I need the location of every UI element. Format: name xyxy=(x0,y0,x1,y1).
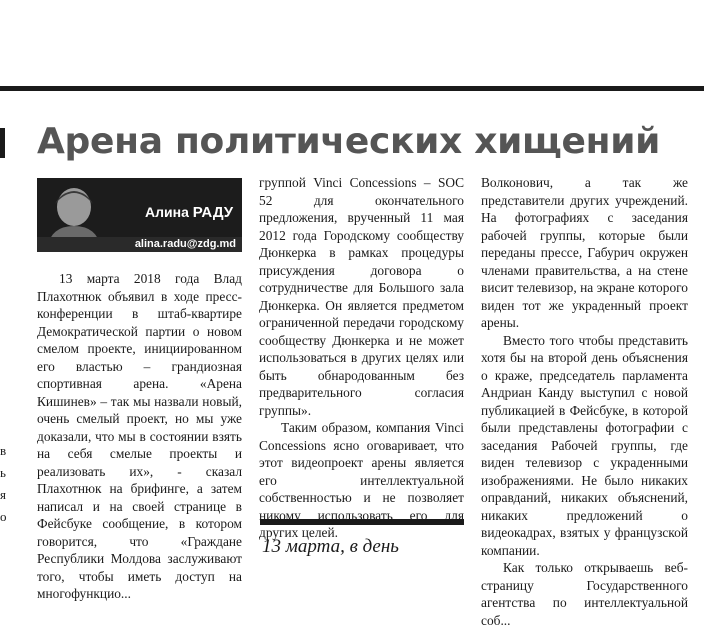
author-email-bar xyxy=(37,237,242,252)
pull-quote: 13 марта, в день xyxy=(262,536,399,557)
paragraph: Как только открываешь веб-страницу Государственного агентства по интеллектуальной соб... xyxy=(481,560,688,628)
paragraph: Вместо того чтобы представить хотя бы на второй день объяснения о краже, председатель парламента Андриан Канду выступил с новой публикацией в Фейсбуке, в которой были представлены фотографии с заседания Рабочей группы, где виден телевизор с украденными изображениями. Не было никаких оправданий, никаких объяснений, никаких предложений о видеокадрах, взятых у французской компании. xyxy=(481,332,688,558)
author-first-name: Алина xyxy=(145,204,189,220)
author-last-name: РАДУ xyxy=(192,204,234,221)
paragraph: группой Vinci Concessions – SOC 52 для окончательного предложения, врученный 11 мая 2012 года Городскому сообществу Дюнкерка в рамках процедуры присуждения договора о сотрудничестве для Большого зала Дюнкерка. Он является предметом ограниченной передачи городскому сообществу Дюнкерка и не может использоваться в других целях или быть обнародованным без предварительного согласия группы». xyxy=(259,175,464,418)
article-column-2 xyxy=(259,174,464,542)
author-email[interactable]: alina.radu@zdg.md xyxy=(134,238,236,250)
side-rule xyxy=(0,128,5,158)
paragraph: Волконович, а так же представители других учреждений. На фотографиях с заседания рабочей группы, которые были переданы прессе, Габурич окружен членами правительства, а на стене висит телевизор, на экране которого виден тот же украденный проект арены. xyxy=(481,175,688,330)
article-column-1 xyxy=(37,270,242,603)
author-byline xyxy=(37,178,242,252)
paragraph: 13 марта 2018 года Влад Плахотнюк объявил в ходе пресс-конференции в штаб-квартире Демократической партии о новом смелом проекте, инициированном его властью – грандиозная спортивная арена. «Арена Кишинев» – так мы назвали новый, очень смелый проект, но мы уже доказали, что мы в состоянии взять на себя смелые проекты и реализовать их», - сказал Плахотнюк на брифинге, а затем написал и на своей странице в Фейсбуке сообщение, в котором говорится, что «Граждане Республики Молдова заслуживают того, чтобы иметь доступ на многофункцио... xyxy=(37,271,242,601)
page-top-rule xyxy=(0,86,704,91)
author-name xyxy=(145,204,233,221)
article-column-3 xyxy=(481,174,688,629)
paragraph: Таким образом, компания Vinci Concessions ясно оговаривает, что этот видеопроект арены является его интеллектуальной собственностью и не позволяет никому использовать его для других целей. xyxy=(259,420,464,540)
left-edge-text: в ь я о xyxy=(0,443,7,524)
article-headline: Арена политических хищений xyxy=(37,121,661,162)
